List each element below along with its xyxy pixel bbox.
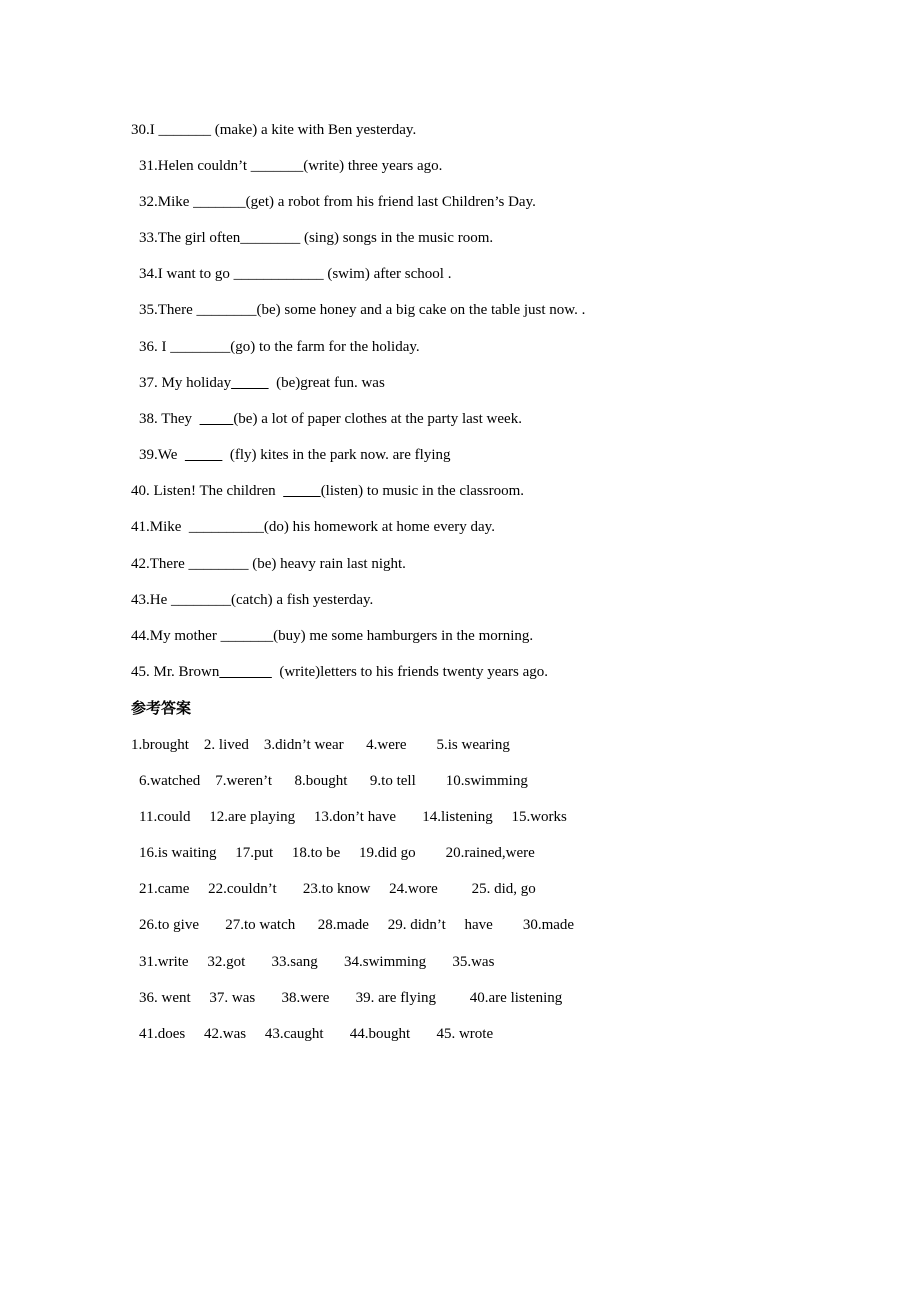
question-30: 30.I _______ (make) a kite with Ben yesterday. [131,122,417,138]
answer-row-3: 11.could 12.are playing 13.don’t have 14.listening 15.works [139,809,567,825]
question-text: (listen) to music in the classroom. [320,483,524,499]
question-33: 33.The girl often________ (sing) songs in the music room. [139,230,494,246]
answer-key-heading: 参考答案 [131,699,192,717]
question-42: 42.There ________ (be) heavy rain last night. [131,556,406,572]
answer-row-2: 6.watched 7.weren’t 8.bought 9.to tell 10.swimming [139,773,528,789]
question-text: 38. They [139,411,200,427]
question-text: 40. Listen! The children [131,483,284,499]
answer-row-7: 31.write 32.got 33.sang 34.swimming 35.was [139,954,495,970]
answer-row-4: 16.is waiting 17.put 18.to be 19.did go 20.rained,were [139,845,535,861]
answer-blank [283,483,321,499]
question-text: 39.We [139,447,185,463]
question-text: (fly) kites in the park now. are flying [222,447,451,463]
answer-blank [185,447,223,463]
question-40 [131,481,524,501]
question-45 [131,662,548,682]
answer-blank [219,664,272,680]
question-39 [139,445,451,465]
answer-row-1: 1.brought 2. lived 3.didn’t wear 4.were 5.is wearing [131,737,510,753]
answer-row-9: 41.does 42.was 43.caught 44.bought 45. wrote [139,1026,494,1042]
answer-row-6: 26.to give 27.to watch 28.made 29. didn’t have 30.made [139,917,575,933]
question-text: 37. My holiday [139,375,232,391]
question-31: 31.Helen couldn’t _______(write) three years ago. [139,158,443,174]
question-34: 34.I want to go ____________ (swim) after school . [139,266,452,282]
question-43: 43.He ________(catch) a fish yesterday. [131,592,374,608]
question-text: (be)great fun. was [268,375,385,391]
question-36: 36. I ________(go) to the farm for the holiday. [139,339,420,355]
answer-blank [231,375,269,391]
answer-row-8: 36. went 37. was 38.were 39. are flying 40.are listening [139,990,563,1006]
question-37 [139,373,385,393]
question-text: (be) a lot of paper clothes at the party last week. [233,411,522,427]
question-41: 41.Mike __________(do) his homework at home every day. [131,519,495,535]
question-38 [139,409,522,429]
question-44: 44.My mother _______(buy) me some hamburgers in the morning. [131,628,534,644]
answer-row-5: 21.came 22.couldn’t 23.to know 24.wore 25. did, go [139,881,536,897]
question-text: (write)letters to his friends twenty years ago. [271,664,549,680]
question-35: 35.There ________(be) some honey and a big cake on the table just now. . [139,302,586,318]
answer-blank [200,411,234,427]
question-32: 32.Mike _______(get) a robot from his friend last Children’s Day. [139,194,536,210]
question-text: 45. Mr. Brown [131,664,220,680]
